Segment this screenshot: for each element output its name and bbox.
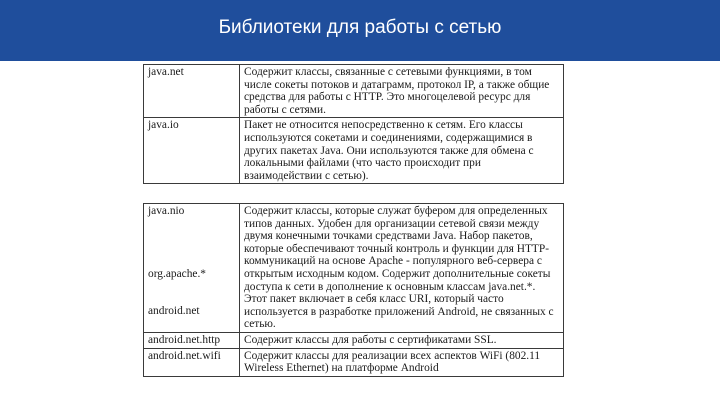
package-name: android.net [148,305,200,318]
package-name-cell [144,204,240,333]
table-row [144,65,564,118]
page-title: Библиотеки для работы с сетью [218,17,502,38]
table-row [144,118,564,184]
network-libraries-table-1 [143,64,564,184]
package-description-cell: Содержит классы, которые служат буфером для определенных типов данных. Удобен для организации сетевой связи между двумя конечными точками средствами Java. Набор пакетов, которые обеспечивают точный контроль и функции для HTTP-коммуникаций на основе Apache - популярного веб-сервера с открытым исходным кодом. Содержит дополнительные сокеты доступа к сети в дополнение к основным классам java.net.*. Этот пакет включает в себя класс URI, который часто используется в разработке приложений Android, не связанных с сетью. [240,204,564,333]
table-row [144,348,564,376]
package-name-cell: java.io [144,118,240,184]
package-description-cell: Содержит классы, связанные с сетевыми функциями, в том числе сокеты потоков и датаграмм, протокол IP, а также общие средства для работы с HTTP. Это многоцелевой ресурс для работы с сетями. [240,65,564,118]
network-libraries-table-2 [143,203,564,377]
spacer [148,280,236,305]
package-description-cell: Пакет не относится непосредственно к сетям. Его классы используются сокетами и соединениями, содержащимися в других пакетах Java. Они используются также для обмена с локальными файлами (что часто происходит при взаимодействии с сетью). [240,118,564,184]
package-description-cell: Содержит классы для реализации всех аспектов WiFi (802.11 Wireless Ethernet) на платформе Android [240,348,564,376]
table-row [144,204,564,333]
package-name: org.apache.* [148,267,206,280]
package-name-cell: java.net [144,65,240,118]
table-row [144,332,564,348]
package-name: java.nio [148,205,185,217]
package-name-cell: android.net.wifi [144,348,240,376]
package-description-cell: Содержит классы для работы с сертификатами SSL. [240,332,564,348]
title-bar [0,0,720,61]
spacer [148,218,236,268]
package-name-cell: android.net.http [144,332,240,348]
